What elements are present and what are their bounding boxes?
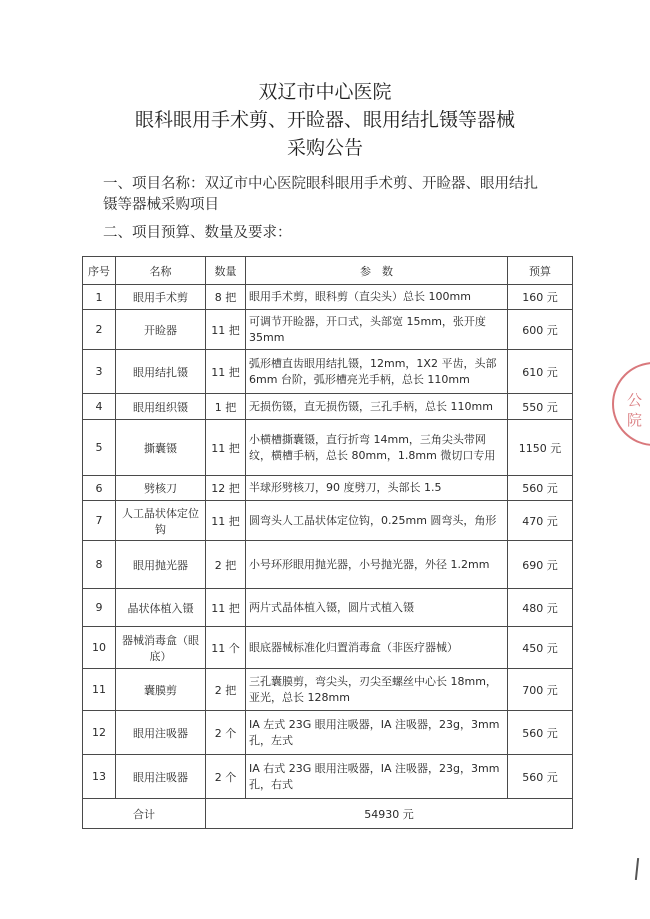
- row-no: 11: [83, 669, 116, 711]
- row-qty: 1 把: [206, 394, 246, 420]
- table-row: [83, 711, 573, 755]
- seal-char-2: 院: [627, 411, 643, 429]
- row-name: 眼用手术剪: [116, 285, 206, 310]
- row-budget: 160 元: [508, 285, 573, 310]
- row-spec: 弧形槽直齿眼用结扎镊，12mm，1X2 平齿，头部 6mm 台阶，弧形槽亮光手柄，总长 110mm: [246, 350, 508, 394]
- table-row: [83, 589, 573, 627]
- row-budget: 550 元: [508, 394, 573, 420]
- row-spec: 无损伤镊，直无损伤镊，三孔手柄，总长 110mm: [246, 394, 508, 420]
- table-row: [83, 541, 573, 589]
- row-name: 开睑器: [116, 310, 206, 350]
- seal-char-1: 公: [627, 391, 643, 409]
- row-no: 1: [83, 285, 116, 310]
- document-title-hospital: 双辽市中心医院: [258, 81, 392, 103]
- row-qty: 8 把: [206, 285, 246, 310]
- row-name: 眼用注吸器: [116, 711, 206, 755]
- row-budget: 470 元: [508, 501, 573, 541]
- row-spec: 两片式晶体植入镊，圆片式植入镊: [246, 589, 508, 627]
- table-row: [83, 755, 573, 799]
- procurement-table: [82, 256, 573, 829]
- row-qty: 11 把: [206, 420, 246, 476]
- row-name: 撕囊镊: [116, 420, 206, 476]
- table-row: [83, 501, 573, 541]
- section-project-name-line2: 镊等器械采购项目: [103, 197, 219, 213]
- row-name: 人工晶状体定位钩: [116, 501, 206, 541]
- table-header-row: [83, 257, 573, 285]
- row-budget: 450 元: [508, 627, 573, 669]
- table-total-row: [83, 799, 573, 829]
- row-name: 囊膜剪: [116, 669, 206, 711]
- row-spec: 小号环形眼用抛光器，小号抛光器，外径 1.2mm: [246, 541, 508, 589]
- row-budget: 560 元: [508, 476, 573, 501]
- row-no: 2: [83, 310, 116, 350]
- row-spec: 眼用手术剪，眼科剪（直尖头）总长 100mm: [246, 285, 508, 310]
- header-name: 名称: [116, 257, 206, 285]
- row-no: 12: [83, 711, 116, 755]
- table-row: [83, 285, 573, 310]
- row-name: 晶状体植入镊: [116, 589, 206, 627]
- row-budget: 480 元: [508, 589, 573, 627]
- header-budget: 预算: [508, 257, 573, 285]
- row-name: 眼用结扎镊: [116, 350, 206, 394]
- row-qty: 12 把: [206, 476, 246, 501]
- row-qty: 11 把: [206, 350, 246, 394]
- row-budget: 700 元: [508, 669, 573, 711]
- row-no: 13: [83, 755, 116, 799]
- row-spec: 半球形劈核刀，90 度劈刀，头部长 1.5: [246, 476, 508, 501]
- row-no: 5: [83, 420, 116, 476]
- seal-fragment-text: [627, 390, 642, 430]
- table-row: [83, 394, 573, 420]
- row-qty: 11 把: [206, 501, 246, 541]
- row-budget: 610 元: [508, 350, 573, 394]
- row-no: 9: [83, 589, 116, 627]
- row-budget: 600 元: [508, 310, 573, 350]
- row-spec: IA 左式 23G 眼用注吸器，IA 注吸器，23g，3mm 孔，左式: [246, 711, 508, 755]
- row-budget: 560 元: [508, 755, 573, 799]
- header-qty: 数量: [206, 257, 246, 285]
- total-label: 合计: [83, 799, 206, 829]
- pen-mark: [635, 858, 639, 880]
- row-budget: 690 元: [508, 541, 573, 589]
- row-name: 劈核刀: [116, 476, 206, 501]
- table-row: [83, 350, 573, 394]
- row-spec: 小横槽撕囊镊，直行折弯 14mm，三角尖头带网纹，横槽手柄，总长 80mm，1.8mm 微切口专用: [246, 420, 508, 476]
- row-qty: 11 把: [206, 310, 246, 350]
- section-project-name-line1: 一、项目名称：双辽市中心医院眼科眼用手术剪、开睑器、眼用结扎: [103, 176, 538, 192]
- row-spec: IA 右式 23G 眼用注吸器，IA 注吸器，23g，3mm 孔，右式: [246, 755, 508, 799]
- total-value: 54930 元: [206, 799, 573, 829]
- row-qty: 11 个: [206, 627, 246, 669]
- header-spec: 参 数: [246, 257, 508, 285]
- document-title-announcement: 采购公告: [286, 137, 363, 159]
- header-no: 序号: [83, 257, 116, 285]
- row-no: 8: [83, 541, 116, 589]
- row-spec: 三孔囊膜剪，弯尖头，刃尖至螺丝中心长 18mm，亚光，总长 128mm: [246, 669, 508, 711]
- document-title-items: 眼科眼用手术剪、开睑器、眼用结扎镊等器械: [134, 109, 515, 131]
- row-spec: 眼底器械标准化归置消毒盒（非医疗器械）: [246, 627, 508, 669]
- row-qty: 2 个: [206, 755, 246, 799]
- row-name: 眼用注吸器: [116, 755, 206, 799]
- row-no: 6: [83, 476, 116, 501]
- row-budget: 1150 元: [508, 420, 573, 476]
- row-qty: 2 个: [206, 711, 246, 755]
- table-row: [83, 310, 573, 350]
- row-qty: 2 把: [206, 541, 246, 589]
- row-budget: 560 元: [508, 711, 573, 755]
- row-qty: 11 把: [206, 589, 246, 627]
- row-qty: 2 把: [206, 669, 246, 711]
- row-name: 器械消毒盒（眼底）: [116, 627, 206, 669]
- table-row: [83, 420, 573, 476]
- row-spec: 可调节开睑器，开口式，头部宽 15mm，张开度 35mm: [246, 310, 508, 350]
- row-spec: 圆弯头人工晶状体定位钩，0.25mm 圆弯头，角形: [246, 501, 508, 541]
- row-name: 眼用抛光器: [116, 541, 206, 589]
- row-no: 3: [83, 350, 116, 394]
- row-no: 10: [83, 627, 116, 669]
- table-row: [83, 627, 573, 669]
- table-row: [83, 476, 573, 501]
- section-budget-heading: 二、项目预算、数量及要求：: [103, 225, 292, 241]
- row-no: 7: [83, 501, 116, 541]
- table-row: [83, 669, 573, 711]
- row-name: 眼用组织镊: [116, 394, 206, 420]
- row-no: 4: [83, 394, 116, 420]
